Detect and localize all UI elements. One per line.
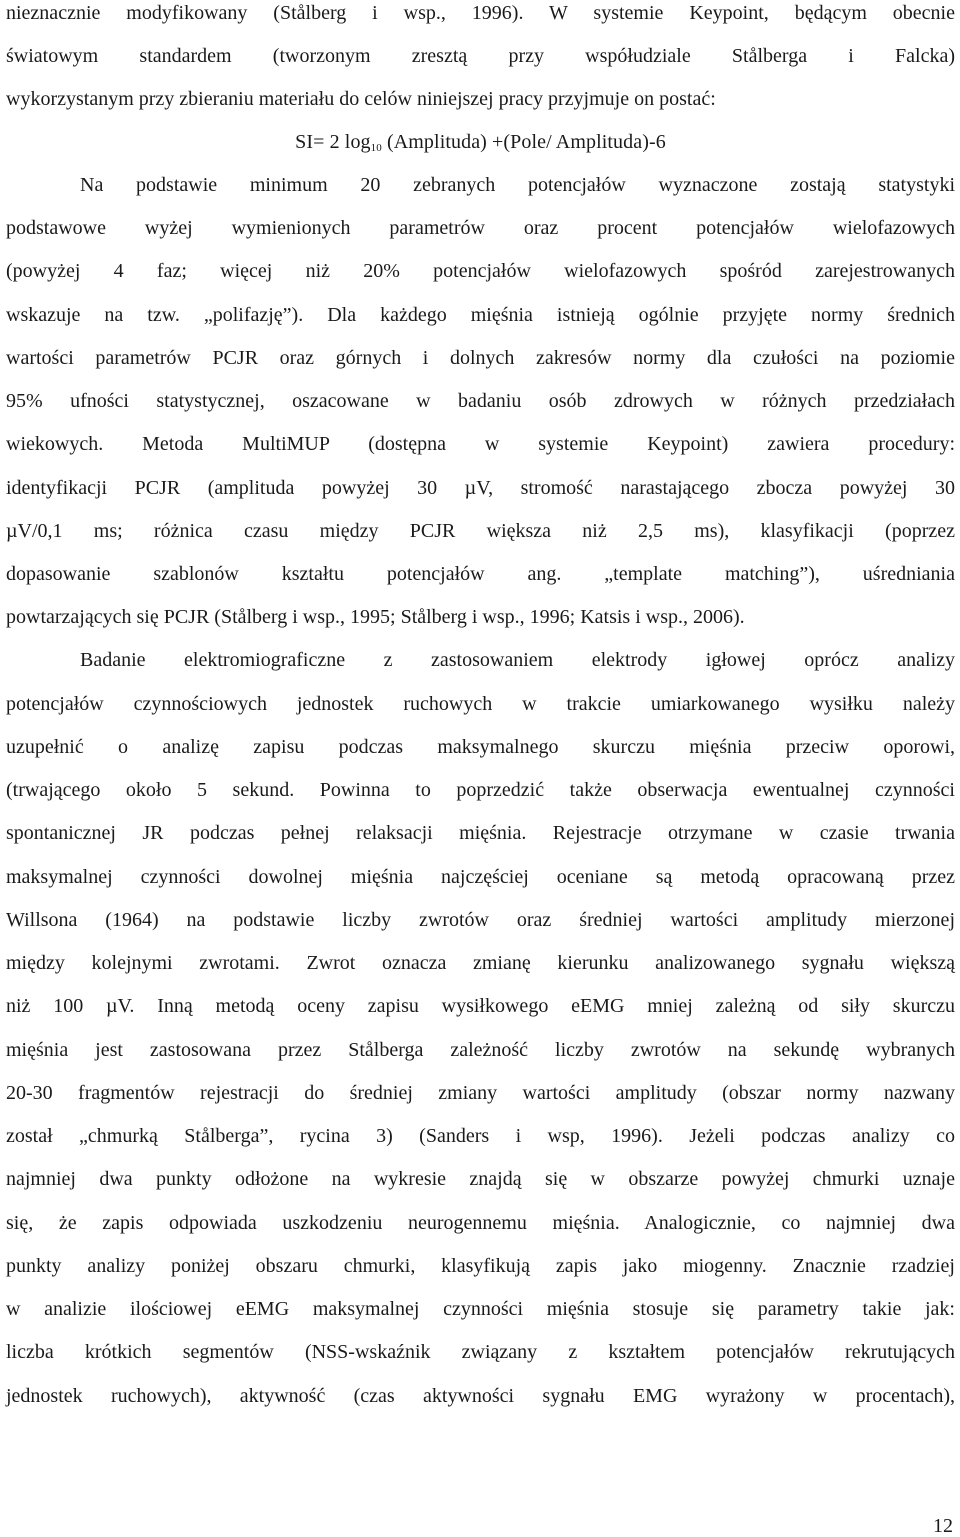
text-line: niż 100 µV. Inną metodą oceny zapisu wysiłkowego eEMG mniej zależną od siły skurczu: [6, 995, 955, 1017]
text-line: liczba krótkich segmentów (NSS-wskaźnik związany z kształtem potencjałów rekrutujących: [6, 1341, 955, 1363]
text-line: podstawowe wyżej wymienionych parametrów oraz procent potencjałów wielofazowych: [6, 217, 955, 239]
formula-suffix: (Amplituda) +(Pole/ Amplituda)-6: [381, 131, 666, 153]
text-line: najmniej dwa punkty odłożone na wykresie znajdą się w obszarze powyżej chmurki uznaje: [6, 1168, 955, 1190]
text-line: Na podstawie minimum 20 zebranych potencjałów wyznaczone zostają statystyki: [80, 174, 955, 196]
text-line: wykorzystanym przy zbieraniu materiału do celów niniejszej pracy przyjmuje on postać:: [6, 88, 716, 110]
text-line: µV/0,1 ms; różnica czasu między PCJR większa niż 2,5 ms), klasyfikacji (poprzez: [6, 520, 955, 542]
text-line: wiekowych. Metoda MultiMUP (dostępna w systemie Keypoint) zawiera procedury:: [6, 433, 955, 455]
text-line: maksymalnej czynności dowolnej mięśnia najczęściej oceniane są metodą opracowaną przez: [6, 866, 955, 888]
text-line: mięśnia jest zastosowana przez Stålberga zależność liczby zwrotów na sekundę wybranych: [6, 1039, 955, 1061]
text-line: spontanicznej JR podczas pełnej relaksacji mięśnia. Rejestracje otrzymane w czasie trwania: [6, 822, 955, 844]
text-line: między kolejnymi zwrotami. Zwrot oznacza zmianę kierunku analizowanego sygnału większą: [6, 952, 955, 974]
page-number: 12: [933, 1515, 953, 1537]
text-line: został „chmurką Stålberga”, rycina 3) (Sanders i wsp, 1996). Jeżeli podczas analizy co: [6, 1125, 955, 1147]
formula-subscript: 10: [370, 142, 382, 154]
text-line: (trwającego około 5 sekund. Powinna to poprzedzić także obserwacja ewentualnej czynności: [6, 779, 955, 801]
text-line: uzupełnić o analizę zapisu podczas maksymalnego skurczu mięśnia przeciw oporowi,: [6, 736, 955, 758]
text-line: wartości parametrów PCJR oraz górnych i dolnych zakresów normy dla czułości na poziomie: [6, 347, 955, 369]
text-line: identyfikacji PCJR (amplituda powyżej 30 µV, stromość narastającego zbocza powyżej 30: [6, 477, 955, 499]
text-line: punkty analizy poniżej obszaru chmurki, klasyfikują zapis jako miogenny. Znacznie rzadziej: [6, 1255, 955, 1277]
formula-prefix: SI= 2 log: [295, 131, 371, 153]
text-line: w analizie ilościowej eEMG maksymalnej czynności mięśnia stosuje się parametry takie jak:: [6, 1298, 955, 1320]
text-line: 95% ufności statystycznej, oszacowane w badaniu osób zdrowych w różnych przedziałach: [6, 390, 955, 412]
text-line: Badanie elektromiograficzne z zastosowaniem elektrody igłowej oprócz analizy: [80, 649, 955, 671]
text-line: jednostek ruchowych), aktywność (czas aktywności sygnału EMG wyrażony w procentach),: [6, 1385, 955, 1407]
text-line: potencjałów czynnościowych jednostek ruchowych w trakcie umiarkowanego wysiłku należy: [6, 693, 955, 715]
text-line: dopasowanie szablonów kształtu potencjałów ang. „template matching”), uśredniania: [6, 563, 955, 585]
formula-line: [6, 130, 955, 160]
text-line: Willsona (1964) na podstawie liczby zwrotów oraz średniej wartości amplitudy mierzonej: [6, 909, 955, 931]
text-line: wskazuje na tzw. „polifazję”). Dla każdego mięśnia istnieją ogólnie przyjęte normy średnich: [6, 304, 955, 326]
text-line: powtarzających się PCJR (Stålberg i wsp., 1995; Stålberg i wsp., 1996; Katsis i wsp., 2006).: [6, 606, 745, 628]
text-line: 20-30 fragmentów rejestracji do średniej zmiany wartości amplitudy (obszar normy nazwany: [6, 1082, 955, 1104]
text-line: nieznacznie modyfikowany (Stålberg i wsp., 1996). W systemie Keypoint, będącym obecnie: [6, 2, 955, 24]
text-line: się, że zapis odpowiada uszkodzeniu neurogennemu mięśnia. Analogicznie, co najmniej dwa: [6, 1212, 955, 1234]
text-line: (powyżej 4 faz; więcej niż 20% potencjałów wielofazowych spośród zarejestrowanych: [6, 260, 955, 282]
text-line: światowym standardem (tworzonym zresztą przy współudziale Stålberga i Falcka): [6, 45, 955, 67]
